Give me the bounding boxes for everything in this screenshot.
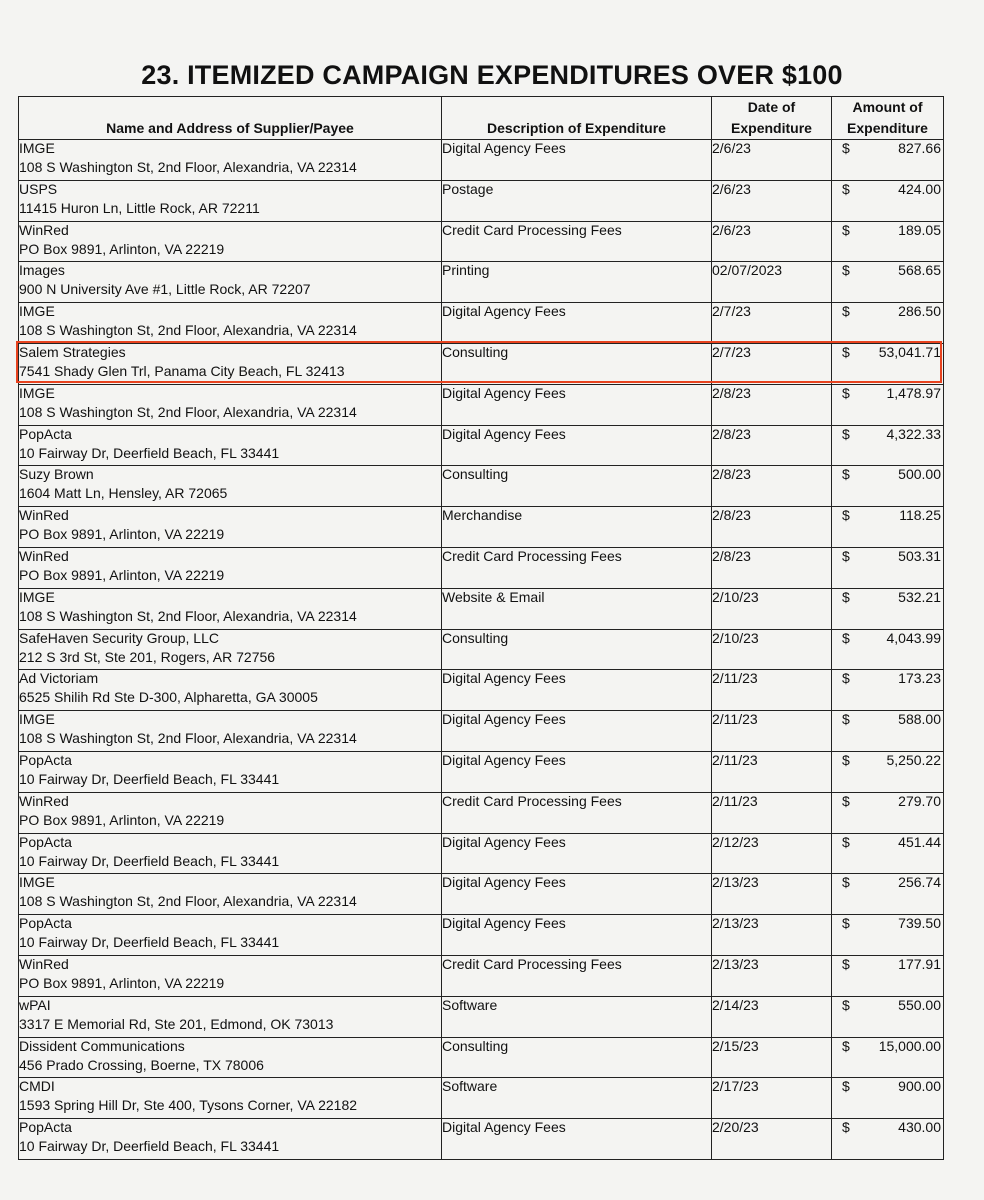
- table-header-row: [19, 97, 944, 140]
- currency-symbol: $: [842, 466, 850, 483]
- description-cell: Software: [442, 996, 712, 1037]
- table-body: [19, 140, 944, 1160]
- amount-value: 256.74: [898, 874, 941, 891]
- description-cell: Digital Agency Fees: [442, 303, 712, 344]
- payee-address: 10 Fairway Dr, Deerfield Beach, FL 33441: [19, 1138, 280, 1155]
- currency-symbol: $: [842, 507, 850, 524]
- payee-address: PO Box 9891, Arlinton, VA 22219: [19, 526, 225, 543]
- expenditures-table: [18, 96, 944, 1160]
- payee-address: 900 N University Ave #1, Little Rock, AR 72207: [19, 281, 311, 298]
- amount-value: 900.00: [898, 1078, 941, 1095]
- payee-cell: [19, 1078, 442, 1119]
- payee-address: 108 S Washington St, 2nd Floor, Alexandria, VA 22314: [19, 607, 357, 624]
- date-cell: 2/8/23: [712, 547, 832, 588]
- payee-cell: [19, 1119, 442, 1160]
- currency-symbol: $: [842, 833, 850, 850]
- payee-name: PopActa: [19, 425, 72, 442]
- date-cell: 2/6/23: [712, 140, 832, 181]
- date-cell: 2/6/23: [712, 221, 832, 262]
- amount-cell: [832, 303, 944, 344]
- payee-address: 108 S Washington St, 2nd Floor, Alexandria, VA 22314: [19, 403, 357, 420]
- amount-cell: [832, 466, 944, 507]
- amount-cell: [832, 1037, 944, 1078]
- date-cell: 2/8/23: [712, 384, 832, 425]
- payee-name: IMGE: [19, 384, 55, 401]
- description-cell: Consulting: [442, 466, 712, 507]
- amount-cell: [832, 792, 944, 833]
- amount-value: 532.21: [898, 588, 941, 605]
- payee-cell: [19, 1037, 442, 1078]
- table-row: [19, 1037, 944, 1078]
- amount-value: 424.00: [898, 180, 941, 197]
- description-cell: Consulting: [442, 1037, 712, 1078]
- payee-address: 11415 Huron Ln, Little Rock, AR 72211: [19, 199, 260, 216]
- description-cell: Credit Card Processing Fees: [442, 792, 712, 833]
- amount-value: 739.50: [898, 915, 941, 932]
- payee-cell: [19, 262, 442, 303]
- currency-symbol: $: [842, 262, 850, 279]
- amount-value: 53,041.71: [878, 343, 941, 360]
- payee-cell: [19, 996, 442, 1037]
- table-row: [19, 751, 944, 792]
- currency-symbol: $: [842, 629, 850, 646]
- table-row: [19, 466, 944, 507]
- amount-value: 118.25: [899, 507, 941, 524]
- amount-cell: [832, 955, 944, 996]
- table-row: [19, 303, 944, 344]
- payee-name: WinRed: [19, 792, 69, 809]
- amount-cell: [832, 221, 944, 262]
- currency-symbol: $: [842, 751, 850, 768]
- currency-symbol: $: [842, 384, 850, 401]
- description-cell: Website & Email: [442, 588, 712, 629]
- payee-name: IMGE: [19, 303, 55, 320]
- table-row: [19, 507, 944, 548]
- payee-address: 108 S Washington St, 2nd Floor, Alexandria, VA 22314: [19, 159, 357, 175]
- payee-cell: [19, 751, 442, 792]
- table-row: [19, 262, 944, 303]
- payee-cell: [19, 915, 442, 956]
- payee-cell: [19, 140, 442, 181]
- amount-value: 177.91: [898, 955, 941, 972]
- currency-symbol: $: [842, 221, 850, 238]
- payee-cell: [19, 466, 442, 507]
- amount-cell: [832, 384, 944, 425]
- header-date-line1: Date of: [747, 99, 796, 115]
- amount-cell: [832, 751, 944, 792]
- amount-cell: [832, 915, 944, 956]
- payee-cell: [19, 425, 442, 466]
- description-cell: Digital Agency Fees: [442, 833, 712, 874]
- date-cell: 2/8/23: [712, 466, 832, 507]
- amount-cell: [832, 670, 944, 711]
- amount-value: 173.23: [898, 670, 941, 687]
- table-row: [19, 425, 944, 466]
- currency-symbol: $: [842, 1078, 850, 1095]
- payee-name: Suzy Brown: [19, 466, 94, 483]
- payee-address: 1604 Matt Ln, Hensley, AR 72065: [19, 485, 228, 502]
- currency-symbol: $: [842, 915, 850, 932]
- payee-name: PopActa: [19, 833, 72, 850]
- table-row: [19, 629, 944, 670]
- payee-cell: [19, 833, 442, 874]
- payee-name: IMGE: [19, 711, 55, 728]
- header-date: [712, 97, 832, 140]
- payee-address: 108 S Washington St, 2nd Floor, Alexandria, VA 22314: [19, 893, 357, 910]
- amount-value: 286.50: [898, 303, 941, 320]
- currency-symbol: $: [842, 1037, 850, 1054]
- amount-value: 5,250.22: [886, 751, 941, 768]
- currency-symbol: $: [842, 670, 850, 687]
- payee-name: IMGE: [19, 140, 55, 156]
- description-cell: Merchandise: [442, 507, 712, 548]
- payee-name: USPS: [19, 180, 58, 197]
- description-cell: Digital Agency Fees: [442, 384, 712, 425]
- date-cell: 2/6/23: [712, 180, 832, 221]
- description-cell: Digital Agency Fees: [442, 425, 712, 466]
- description-cell: Digital Agency Fees: [442, 751, 712, 792]
- header-date-line2: Expenditure: [731, 120, 812, 136]
- amount-value: 588.00: [898, 711, 941, 728]
- date-cell: 2/17/23: [712, 1078, 832, 1119]
- payee-name: PopActa: [19, 915, 72, 932]
- amount-cell: [832, 711, 944, 752]
- date-cell: 2/8/23: [712, 507, 832, 548]
- currency-symbol: $: [842, 140, 850, 156]
- amount-value: 1,478.97: [886, 384, 941, 401]
- table-row: [19, 792, 944, 833]
- currency-symbol: $: [842, 996, 850, 1013]
- payee-name: IMGE: [19, 874, 55, 891]
- description-cell: Digital Agency Fees: [442, 874, 712, 915]
- payee-cell: [19, 343, 442, 384]
- payee-cell: [19, 711, 442, 752]
- payee-cell: [19, 588, 442, 629]
- currency-symbol: $: [842, 180, 850, 197]
- amount-cell: [832, 425, 944, 466]
- currency-symbol: $: [842, 303, 850, 320]
- payee-address: 10 Fairway Dr, Deerfield Beach, FL 33441: [19, 770, 280, 787]
- header-amount: [832, 97, 944, 140]
- payee-cell: [19, 955, 442, 996]
- payee-address: PO Box 9891, Arlinton, VA 22219: [19, 566, 225, 583]
- amount-value: 503.31: [898, 547, 941, 564]
- description-cell: Consulting: [442, 629, 712, 670]
- payee-cell: [19, 384, 442, 425]
- currency-symbol: $: [842, 955, 850, 972]
- amount-cell: [832, 833, 944, 874]
- payee-name: Dissident Communications: [19, 1037, 185, 1054]
- description-cell: Software: [442, 1078, 712, 1119]
- payee-address: 10 Fairway Dr, Deerfield Beach, FL 33441: [19, 934, 280, 951]
- payee-address: 3317 E Memorial Rd, Ste 201, Edmond, OK 73013: [19, 1015, 334, 1032]
- amount-cell: [832, 140, 944, 181]
- amount-value: 4,043.99: [886, 629, 941, 646]
- amount-cell: [832, 629, 944, 670]
- payee-cell: [19, 221, 442, 262]
- header-amount-line2: Expenditure: [847, 120, 928, 136]
- payee-name: IMGE: [19, 588, 55, 605]
- description-cell: Digital Agency Fees: [442, 140, 712, 181]
- amount-value: 827.66: [898, 140, 941, 156]
- page-title: 23. ITEMIZED CAMPAIGN EXPENDITURES OVER $100: [141, 60, 843, 90]
- payee-address: 1593 Spring Hill Dr, Ste 400, Tysons Corner, VA 22182: [19, 1097, 358, 1114]
- payee-cell: [19, 507, 442, 548]
- payee-name: WinRed: [19, 221, 69, 238]
- amount-value: 451.44: [898, 833, 941, 850]
- amount-value: 568.65: [898, 262, 941, 279]
- table-row: [19, 588, 944, 629]
- amount-cell: [832, 343, 944, 384]
- date-cell: 2/11/23: [712, 792, 832, 833]
- date-cell: 2/7/23: [712, 343, 832, 384]
- date-cell: 2/10/23: [712, 588, 832, 629]
- amount-cell: [832, 262, 944, 303]
- description-cell: Consulting: [442, 343, 712, 384]
- amount-value: 4,322.33: [886, 425, 941, 442]
- amount-cell: [832, 996, 944, 1037]
- payee-address: 108 S Washington St, 2nd Floor, Alexandria, VA 22314: [19, 730, 357, 747]
- payee-address: PO Box 9891, Arlinton, VA 22219: [19, 974, 225, 991]
- payee-name: SafeHaven Security Group, LLC: [19, 629, 219, 646]
- date-cell: 2/20/23: [712, 1119, 832, 1160]
- currency-symbol: $: [842, 874, 850, 891]
- payee-name: Images: [19, 262, 65, 279]
- amount-value: 430.00: [898, 1119, 941, 1136]
- header-payee: Name and Address of Supplier/Payee: [19, 97, 442, 140]
- payee-name: CMDI: [19, 1078, 55, 1095]
- payee-address: 7541 Shady Glen Trl, Panama City Beach, FL 32413: [19, 362, 345, 379]
- payee-address: 10 Fairway Dr, Deerfield Beach, FL 33441: [19, 852, 280, 869]
- currency-symbol: $: [842, 425, 850, 442]
- payee-address: PO Box 9891, Arlinton, VA 22219: [19, 240, 225, 257]
- date-cell: 2/15/23: [712, 1037, 832, 1078]
- payee-cell: [19, 547, 442, 588]
- table-row: [19, 384, 944, 425]
- payee-name: PopActa: [19, 1119, 72, 1136]
- date-cell: 2/14/23: [712, 996, 832, 1037]
- description-cell: Digital Agency Fees: [442, 670, 712, 711]
- payee-cell: [19, 792, 442, 833]
- header-amount-line1: Amount of: [852, 99, 923, 115]
- amount-cell: [832, 180, 944, 221]
- date-cell: 2/12/23: [712, 833, 832, 874]
- description-cell: Credit Card Processing Fees: [442, 221, 712, 262]
- date-cell: 2/13/23: [712, 955, 832, 996]
- date-cell: 2/11/23: [712, 711, 832, 752]
- description-cell: Digital Agency Fees: [442, 915, 712, 956]
- date-cell: 2/11/23: [712, 670, 832, 711]
- date-cell: 2/8/23: [712, 425, 832, 466]
- date-cell: 2/11/23: [712, 751, 832, 792]
- table-row: [19, 874, 944, 915]
- table-row: [19, 955, 944, 996]
- payee-name: WinRed: [19, 507, 69, 524]
- payee-name: WinRed: [19, 547, 69, 564]
- payee-address: PO Box 9891, Arlinton, VA 22219: [19, 811, 225, 828]
- amount-cell: [832, 1119, 944, 1160]
- currency-symbol: $: [842, 711, 850, 728]
- date-cell: 2/10/23: [712, 629, 832, 670]
- amount-value: 279.70: [898, 792, 941, 809]
- currency-symbol: $: [842, 343, 850, 360]
- payee-address: 108 S Washington St, 2nd Floor, Alexandria, VA 22314: [19, 322, 357, 339]
- payee-name: WinRed: [19, 955, 69, 972]
- payee-address: 456 Prado Crossing, Boerne, TX 78006: [19, 1056, 264, 1073]
- amount-cell: [832, 588, 944, 629]
- amount-value: 15,000.00: [878, 1037, 941, 1054]
- payee-name: Salem Strategies: [19, 343, 126, 360]
- payee-cell: [19, 629, 442, 670]
- amount-cell: [832, 874, 944, 915]
- payee-cell: [19, 670, 442, 711]
- description-cell: Postage: [442, 180, 712, 221]
- date-cell: 2/7/23: [712, 303, 832, 344]
- description-cell: Printing: [442, 262, 712, 303]
- description-cell: Digital Agency Fees: [442, 711, 712, 752]
- table-row: [19, 996, 944, 1037]
- table-row: [19, 833, 944, 874]
- description-cell: Credit Card Processing Fees: [442, 955, 712, 996]
- table-row: [19, 221, 944, 262]
- amount-value: 500.00: [898, 466, 941, 483]
- amount-cell: [832, 547, 944, 588]
- date-cell: 2/13/23: [712, 874, 832, 915]
- table-row: [19, 180, 944, 221]
- currency-symbol: $: [842, 547, 850, 564]
- payee-cell: [19, 874, 442, 915]
- table-row: [19, 140, 944, 181]
- currency-symbol: $: [842, 1119, 850, 1136]
- payee-address: 10 Fairway Dr, Deerfield Beach, FL 33441: [19, 444, 280, 461]
- payee-address: 212 S 3rd St, Ste 201, Rogers, AR 72756: [19, 648, 276, 665]
- payee-cell: [19, 180, 442, 221]
- currency-symbol: $: [842, 588, 850, 605]
- date-cell: 02/07/2023: [712, 262, 832, 303]
- table-row: [19, 343, 944, 384]
- payee-address: 6525 Shilih Rd Ste D-300, Alpharetta, GA 30005: [19, 689, 318, 706]
- table-row: [19, 670, 944, 711]
- payee-name: PopActa: [19, 751, 72, 768]
- table-row: [19, 547, 944, 588]
- table-row: [19, 1078, 944, 1119]
- payee-cell: [19, 303, 442, 344]
- table-row: [19, 915, 944, 956]
- table-row: [19, 711, 944, 752]
- payee-name: wPAI: [19, 996, 51, 1013]
- amount-value: 550.00: [898, 996, 941, 1013]
- header-description: Description of Expenditure: [442, 97, 712, 140]
- currency-symbol: $: [842, 792, 850, 809]
- amount-value: 189.05: [898, 221, 941, 238]
- table-row: [19, 1119, 944, 1160]
- payee-name: Ad Victoriam: [19, 670, 99, 687]
- description-cell: Digital Agency Fees: [442, 1119, 712, 1160]
- amount-cell: [832, 1078, 944, 1119]
- date-cell: 2/13/23: [712, 915, 832, 956]
- amount-cell: [832, 507, 944, 548]
- description-cell: Credit Card Processing Fees: [442, 547, 712, 588]
